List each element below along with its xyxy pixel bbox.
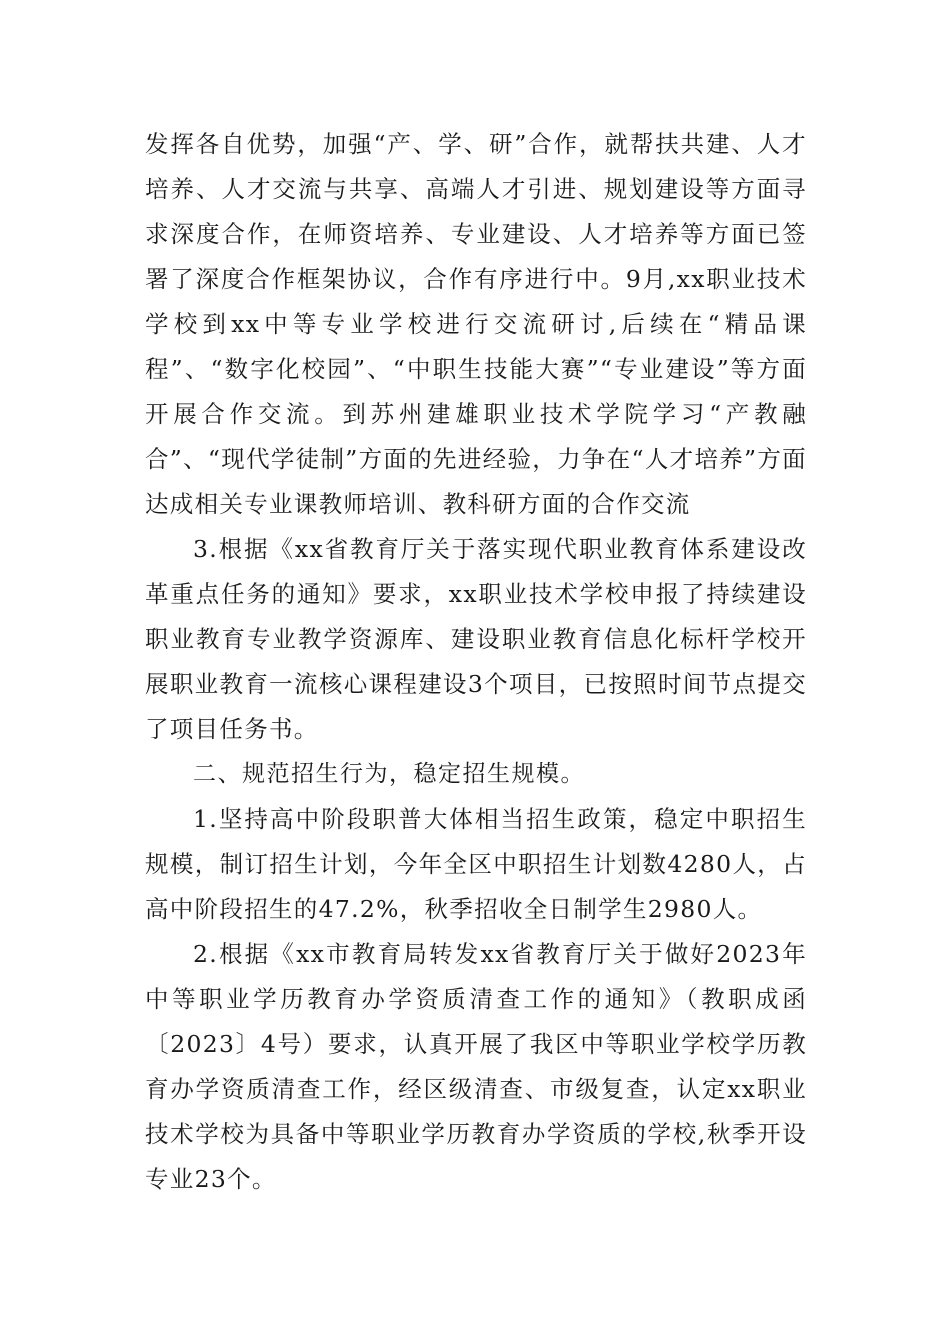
document-body <box>145 122 807 1202</box>
paragraph-qualification-check: 2.根据《xx市教育局转发xx省教育厅关于做好2023年中等职业学历教育办学资质清查工作的通知》（教职成函〔2023〕4号）要求，认真开展了我区中等职业学校学历教育办学资质清查工作，经区级清查、市级复查，认定xx职业技术学校为具备中等职业学历教育办学资质的学校,秋季开设专业23个。 <box>145 940 807 1193</box>
section-heading-enrollment: 二、规范招生行为，稳定招生规模。 <box>193 761 585 787</box>
paragraph-project-application: 3.根据《xx省教育厅关于落实现代职业教育体系建设改革重点任务的通知》要求，xx职业技术学校申报了持续建设职业教育专业教学资源库、建设职业教育信息化标杆学校开展职业教育一流核心课程建设3个项目，已按照时间节点提交了项目任务书。 <box>145 535 807 743</box>
paragraph-enrollment-plan: 1.坚持高中阶段职普大体相当招生政策，稳定中职招生规模，制订招生计划，今年全区中职招生计划数4280人，占高中阶段招生的47.2%，秋季招收全日制学生2980人。 <box>145 805 807 923</box>
paragraph-cooperation: 发挥各自优势，加强“产、学、研”合作，就帮扶共建、人才培养、人才交流与共享、高端人才引进、规划建设等方面寻求深度合作，在师资培养、专业建设、人才培养等方面已签署了深度合作框架协议，合作有序进行中。9月,xx职业技术学校到xx中等专业学校进行交流研讨,后续在“精品课程”、“数字化校园”、“中职生技能大赛”“专业建设”等方面开展合作交流。到苏州建雄职业技术学院学习“产教融合”、“现代学徒制”方面的先进经验，力争在“人才培养”方面达成相关专业课教师培训、教科研方面的合作交流 <box>145 130 807 518</box>
